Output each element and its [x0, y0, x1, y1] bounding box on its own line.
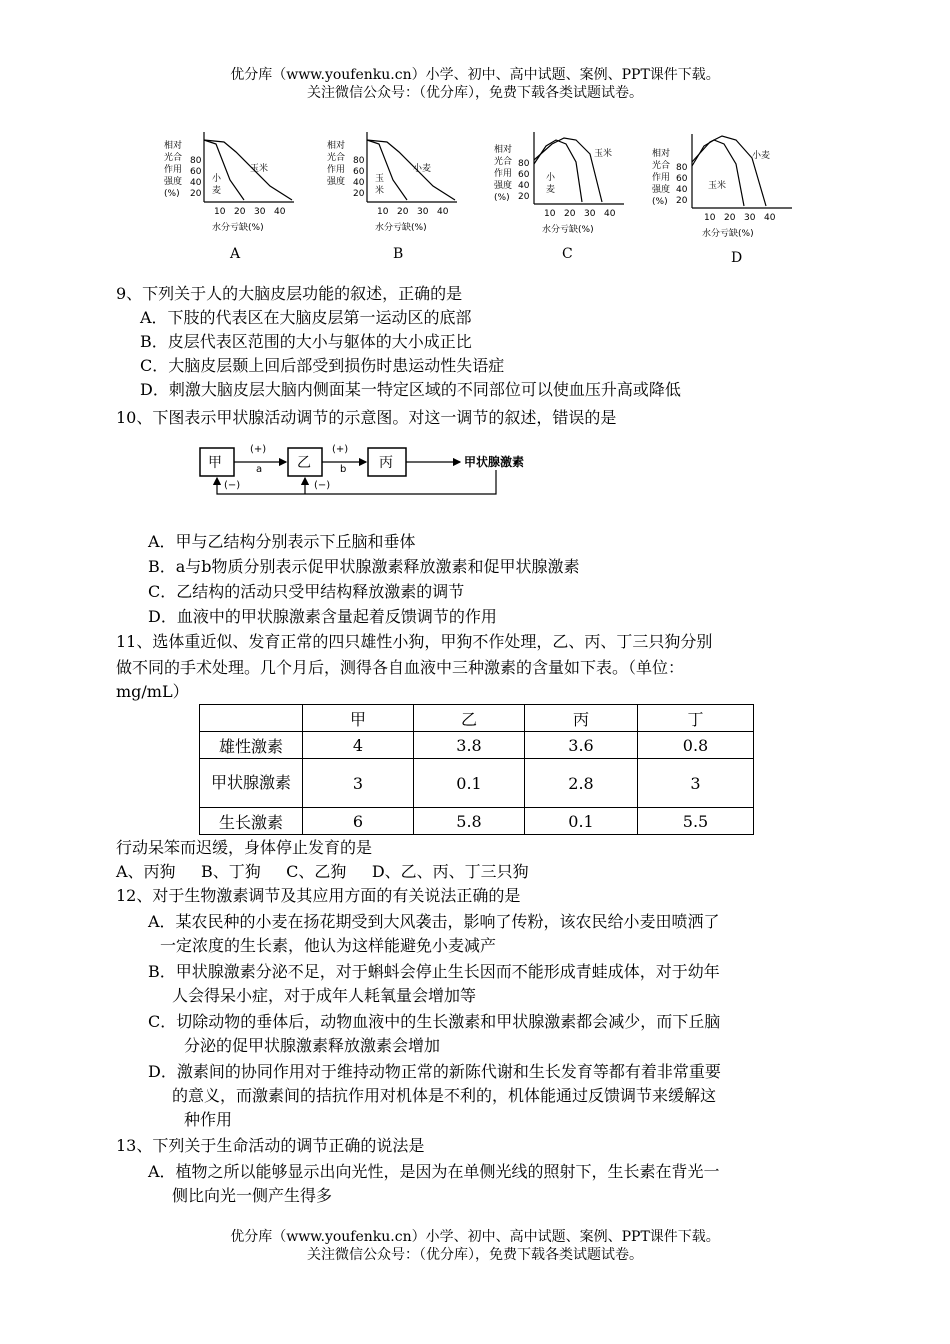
y-tick-80: 80	[518, 159, 530, 169]
x-tick-30: 30	[254, 207, 266, 217]
table-cell: 0.1	[414, 759, 525, 808]
x-axis-label: 水分亏缺(%)	[375, 223, 427, 233]
label-b: b	[340, 464, 347, 475]
curve-label-wheat: 小麦	[413, 164, 432, 174]
x-tick-20: 20	[564, 209, 576, 219]
y-label-2: 光合	[164, 153, 183, 163]
x-axis-label: 水分亏缺(%)	[212, 223, 264, 233]
curve-label-corn-2: 米	[375, 186, 385, 196]
y-label-2: 光合	[327, 153, 346, 163]
header-line-1: 优分库（www.youfenku.cn）小学、初中、高中试题、案例、PPT课件下载。	[230, 67, 720, 83]
x-axis-label: 水分亏缺(%)	[702, 229, 754, 239]
curve-label-corn: 玉米	[250, 164, 269, 174]
y-label-3: 作用	[652, 173, 671, 183]
q10-option-b: B．a与b物质分别表示促甲状腺激素释放激素和促甲状腺激素	[148, 557, 580, 576]
y-tick-80: 80	[676, 163, 688, 173]
page-footer	[0, 1228, 950, 1264]
q11-stem-3: mg/mL）	[116, 682, 189, 701]
x-tick-40: 40	[437, 207, 449, 217]
y-label-3: 作用	[327, 165, 346, 175]
page-header	[0, 66, 950, 102]
q10-option-d: D．血液中的甲状腺激素含量起着反馈调节的作用	[148, 607, 497, 626]
x-tick-40: 40	[604, 209, 616, 219]
curve-label-wheat: 小麦	[752, 151, 771, 161]
footer-line-1: 优分库（www.youfenku.cn）小学、初中、高中试题、案例、PPT课件下载。	[230, 1229, 720, 1245]
x-axis-label: 水分亏缺(%)	[542, 225, 594, 235]
curve-label-wheat-2: 麦	[212, 186, 222, 196]
q12-option-c-2: 分泌的促甲状腺激素释放激素会增加	[184, 1036, 441, 1055]
x-tick-40: 40	[274, 207, 286, 217]
y-tick-60: 60	[676, 174, 688, 184]
curve-label-corn: 玉米	[594, 149, 613, 159]
thyroid-regulation-diagram	[196, 440, 556, 500]
q11-after-table: 行动呆笨而迟缓，身体停止发育的是	[116, 838, 373, 857]
y-tick-40: 40	[518, 181, 530, 191]
y-label-5: (%)	[494, 193, 510, 203]
table-cell: 6	[303, 808, 414, 835]
q10-option-c: C．乙结构的活动只受甲结构释放激素的调节	[148, 582, 465, 601]
table-cell: 3.8	[414, 732, 525, 759]
x-tick-30: 30	[584, 209, 596, 219]
y-tick-20: 20	[518, 192, 530, 202]
x-tick-10: 10	[704, 213, 716, 223]
q9-option-b: B．皮层代表区范围的大小与躯体的大小成正比	[140, 332, 472, 351]
minus-1: (−)	[224, 480, 241, 491]
y-label-1: 相对	[494, 145, 513, 155]
table-cell: 甲状腺激素	[200, 759, 303, 808]
table-cell: 5.8	[414, 808, 525, 835]
y-tick-80: 80	[190, 156, 202, 166]
q10-option-a: A．甲与乙结构分别表示下丘脑和垂体	[148, 532, 416, 551]
table-cell: 3	[638, 759, 754, 808]
table-header-row	[200, 705, 754, 732]
table-cell: 0.8	[638, 732, 754, 759]
label-a: a	[256, 464, 263, 475]
curve-label-wheat-2: 麦	[546, 185, 556, 195]
q9-stem: 9、下列关于人的大脑皮层功能的叙述，正确的是	[116, 284, 463, 303]
table-row	[200, 808, 754, 835]
q9-option-d: D．刺激大脑皮层大脑内侧面某一特定区域的不同部位可以使血压升高或降低	[140, 380, 681, 399]
q13-option-a-1: A．植物之所以能够显示出向光性，是因为在单侧光线的照射下，生长素在背光一	[148, 1162, 720, 1181]
y-tick-40: 40	[190, 178, 202, 188]
q12-option-d-1: D．激素间的协同作用对于维持动物正常的新陈代谢和生长发育等都有着非常重要	[148, 1062, 721, 1081]
y-tick-60: 60	[353, 167, 365, 177]
wheat-curve	[204, 140, 244, 200]
y-label-3: 作用	[164, 165, 183, 175]
corn-curve	[692, 140, 744, 206]
box-jia-label: 甲	[208, 455, 222, 471]
graph-c	[490, 126, 630, 241]
q11-stem-1: 11、选体重近似、发育正常的四只雄性小狗，甲狗不作处理，乙、丙、丁三只狗分别	[116, 632, 713, 651]
box-yi-label: 乙	[297, 455, 311, 471]
q12-option-d-2: 的意义，而激素间的拮抗作用对机体是不利的，机体能通过反馈调节来缓解这	[172, 1086, 717, 1105]
x-tick-20: 20	[724, 213, 736, 223]
x-tick-10: 10	[544, 209, 556, 219]
curve-label-wheat-1: 小	[546, 173, 556, 183]
graph-label-b: B	[393, 246, 404, 262]
y-label-2: 光合	[652, 161, 671, 171]
table-header-cell: 甲	[303, 705, 414, 732]
q11-options: A、丙狗 B、丁狗 C、乙狗 D、乙、丙、丁三只狗	[116, 862, 529, 881]
y-label-5: (%)	[652, 197, 668, 207]
x-tick-10: 10	[214, 207, 226, 217]
table-row	[200, 759, 754, 808]
x-tick-30: 30	[744, 213, 756, 223]
graph-a	[160, 126, 300, 241]
footer-line-2: 关注微信公众号：（优分库），免费下载各类试题试卷。	[307, 1247, 643, 1263]
y-tick-40: 40	[353, 178, 365, 188]
table-row	[200, 732, 754, 759]
y-label-1: 相对	[652, 149, 671, 159]
q12-option-a-1: A．某农民种的小麦在扬花期受到大风袭击，影响了传粉，该农民给小麦田喷洒了	[148, 912, 720, 931]
x-tick-30: 30	[417, 207, 429, 217]
curve-label-corn: 玉米	[708, 181, 727, 191]
y-label-3: 作用	[494, 169, 513, 179]
x-tick-40: 40	[764, 213, 776, 223]
y-tick-80: 80	[353, 156, 365, 166]
graph-label-d: D	[731, 250, 743, 266]
q12-option-b-1: B．甲状腺激素分泌不足，对于蝌蚪会停止生长因而不能形成青蛙成体，对于幼年	[148, 962, 720, 981]
y-tick-60: 60	[190, 167, 202, 177]
graph-b	[323, 126, 463, 241]
y-label-2: 光合	[494, 157, 513, 167]
curve-label-corn-1: 玉	[375, 174, 385, 184]
y-label-4: 强度	[652, 185, 671, 195]
plus-b: (+)	[332, 444, 349, 455]
table-cell: 生长激素	[200, 808, 303, 835]
y-tick-20: 20	[353, 189, 365, 199]
table-cell: 3.6	[525, 732, 638, 759]
y-label-5: (%)	[164, 189, 180, 199]
table-cell: 5.5	[638, 808, 754, 835]
table-cell: 2.8	[525, 759, 638, 808]
y-tick-20: 20	[190, 189, 202, 199]
q10-stem: 10、下图表示甲状腺活动调节的示意图。对这一调节的叙述，错误的是	[116, 408, 617, 427]
y-label-4: 强度	[164, 177, 183, 187]
y-tick-60: 60	[518, 170, 530, 180]
y-tick-20: 20	[676, 196, 688, 206]
table-header-cell: 丁	[638, 705, 754, 732]
q13-option-a-2: 侧比向光一侧产生得多	[172, 1186, 333, 1205]
wheat-curve	[534, 140, 582, 202]
y-label-1: 相对	[164, 141, 183, 151]
y-tick-40: 40	[676, 185, 688, 195]
plus-a: (+)	[250, 444, 267, 455]
graph-label-a: A	[230, 246, 241, 262]
q12-option-a-2: 一定浓度的生长素，他认为这样能避免小麦减产	[160, 936, 497, 955]
x-tick-20: 20	[397, 207, 409, 217]
q12-option-b-2: 人会得呆小症，对于成年人耗氧量会增加等	[172, 986, 477, 1005]
corn-curve	[367, 140, 407, 200]
q9-option-a: A．下肢的代表区在大脑皮层第一运动区的底部	[140, 308, 472, 327]
y-label-4: 强度	[494, 181, 513, 191]
table-header-cell: 乙	[414, 705, 525, 732]
graph-d	[648, 126, 798, 244]
table-header-cell	[200, 705, 303, 732]
table-cell: 雄性激素	[200, 732, 303, 759]
graph-label-c: C	[562, 246, 573, 262]
curve-label-wheat-1: 小	[212, 174, 222, 184]
table-cell: 4	[303, 732, 414, 759]
q12-option-d-3: 种作用	[184, 1110, 233, 1129]
y-label-1: 相对	[327, 141, 346, 151]
minus-2: (−)	[314, 480, 331, 491]
y-label-4: 强度	[327, 177, 346, 187]
x-tick-20: 20	[234, 207, 246, 217]
x-tick-10: 10	[377, 207, 389, 217]
q12-stem: 12、对于生物激素调节及其应用方面的有关说法正确的是	[116, 886, 521, 905]
header-line-2: 关注微信公众号：（优分库），免费下载各类试题试卷。	[307, 85, 643, 101]
q12-option-c-1: C．切除动物的垂体后，动物血液中的生长激素和甲状腺激素都会减少，而下丘脑	[148, 1012, 721, 1031]
table-header-cell: 丙	[525, 705, 638, 732]
table-cell: 0.1	[525, 808, 638, 835]
box-bing-label: 丙	[379, 455, 393, 471]
hormone-table	[199, 704, 754, 835]
table-cell: 3	[303, 759, 414, 808]
output-label: 甲状腺激素	[464, 455, 525, 469]
q13-stem: 13、下列关于生命活动的调节正确的说法是	[116, 1136, 425, 1155]
q11-stem-2: 做不同的手术处理。几个月后，测得各自血液中三种激素的含量如下表。（单位：	[116, 658, 685, 677]
q9-option-c: C．大脑皮层颞上回后部受到损伤时患运动性失语症	[140, 356, 505, 375]
